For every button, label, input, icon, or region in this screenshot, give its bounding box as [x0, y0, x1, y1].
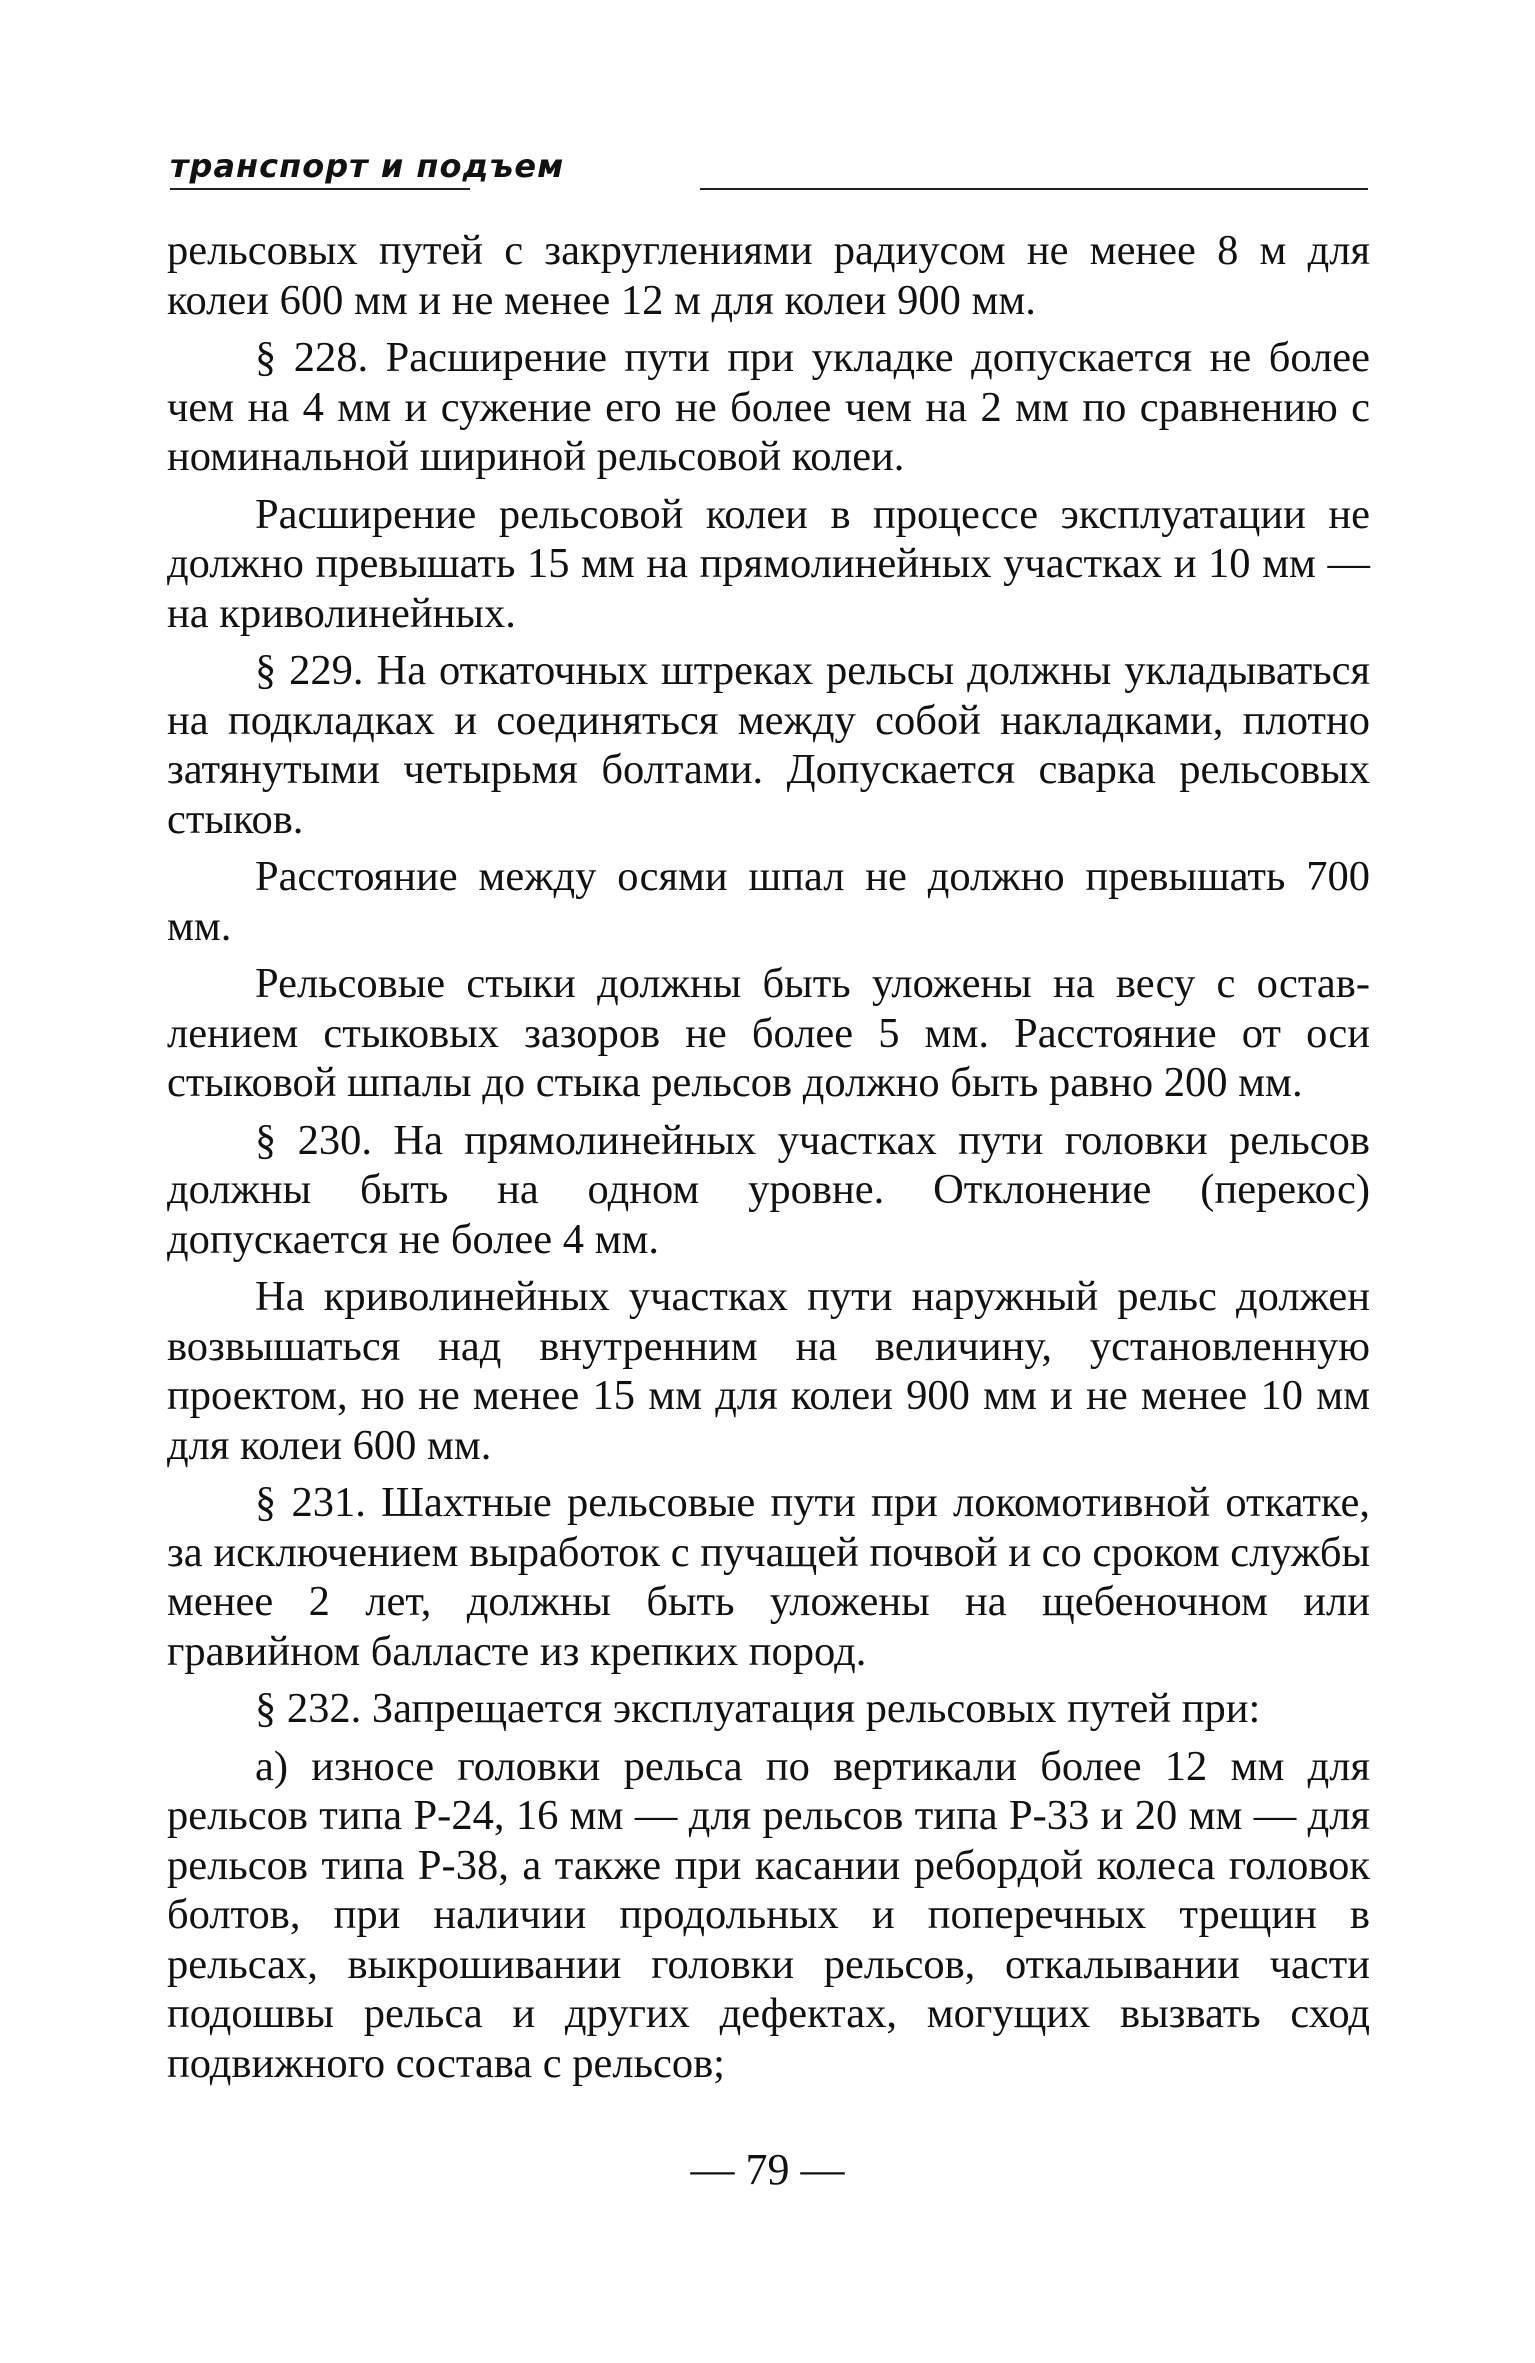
paragraph-229-rail-joints: Рельсовые стыки должны быть уложены на весу с оставлением стыковых зазоров не более 5 мм. Расстояние от оси стыковой шпалы до стыка рельсов должно быть равно 200 мм.: [167, 960, 1370, 1106]
body-text: [167, 226, 1370, 2096]
page-number: — 79 —: [690, 2145, 845, 2194]
paragraph-228: § 228. Расширение пути при укладке допускается не более чем на 4 мм и сужение его не более чем на 2 мм по сравнению с номинальной шириной рельсовой колеи.: [167, 334, 1370, 480]
header-rule-right: [700, 188, 1368, 190]
paragraph-continuation: рельсовых путей с закруглениями радиусом не менее 8 м для колеи 600 мм и не менее 12 м для колеи 900 мм.: [167, 227, 1370, 324]
paragraph-232: § 232. Запрещается эксплуатация рельсовых путей при:: [255, 1685, 1261, 1732]
paragraph-229-sleeper-spacing: Расстояние между осями шпал не должно превышать 700 мм.: [167, 853, 1370, 950]
header-rule-left: [170, 188, 470, 190]
section-title: транспорт и подъем: [170, 147, 565, 185]
paragraph-230-curves: На криволинейных участках пути наружный рельс должен возвышаться над внутренним на величину, установленную проектом, но не менее 15 мм для колеи 900 мм и не менее 10 мм для колеи 600 мм.: [167, 1273, 1370, 1469]
paragraph-230: § 230. На прямолинейных участках пути головки рельсов должны быть на одном уровне. Отклонение (перекос) допускается не более 4 мм.: [167, 1116, 1370, 1263]
running-header: [170, 146, 1370, 196]
paragraph-232-item-a: а) износе головки рельса по вертикали более 12 мм для рельсов типа Р-24, 16 мм — для рельсов типа Р-33 и 20 мм — для рельсов типа Р-38, а также при касании ребордой колеса головок болтов, при наличии продольных и поперечных трещин в рельсах, выкрошивании головки рельсов, откалывании части подошвы рельса и других дефектах, могущих вызвать сход подвижного состава с рельсов;: [167, 1742, 1370, 2087]
paragraph-231: § 231. Шахтные рельсовые пути при локомотивной откатке, за исключением выработок с пучащей почвой и со сроком службы менее 2 лет, должны быть уложены на щебеночном или гравийном балласте из крепких пород.: [167, 1479, 1370, 1675]
paragraph-229: § 229. На откаточных штреках рельсы должны укладываться на подкладках и соединяться между собой накладками, плотно затянутыми четырьмя болтами. Допускается сварка рельсовых стыков.: [167, 647, 1370, 843]
paragraph-228-gauge-widening: Расширение рельсовой колеи в процессе эксплуатации не должно превышать 15 мм на прямолинейных участках и 10 мм — на криволинейных.: [167, 490, 1370, 637]
